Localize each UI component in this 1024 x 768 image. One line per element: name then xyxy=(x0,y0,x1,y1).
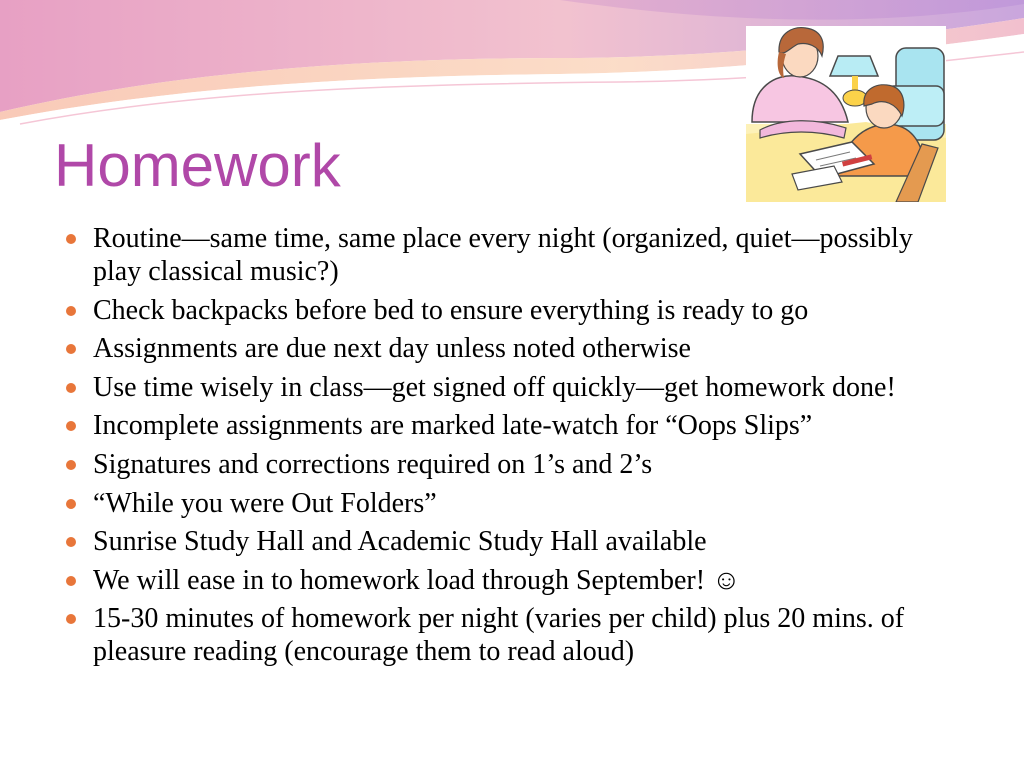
bullet-text: Use time wisely in class—get signed off quickly—get homework done! xyxy=(93,371,896,403)
list-item xyxy=(66,371,966,404)
bullet-text: Check backpacks before bed to ensure everything is ready to go xyxy=(93,294,809,326)
list-item xyxy=(66,564,966,597)
bullet-text: 15-30 minutes of homework per night (varies per child) plus 20 mins. of pleasure reading (encourage them to read aloud) xyxy=(93,603,905,668)
bullet-marker-icon xyxy=(66,614,76,624)
bullet-text: Assignments are due next day unless noted otherwise xyxy=(93,333,691,365)
list-item xyxy=(66,602,966,668)
bullet-marker-icon xyxy=(66,383,76,393)
slide-title: Homework xyxy=(54,132,341,199)
bullet-text: Signatures and corrections required on 1’s and 2’s xyxy=(93,448,653,480)
bullet-marker-icon xyxy=(66,460,76,470)
bullet-text: Sunrise Study Hall and Academic Study Hall available xyxy=(93,526,707,558)
bullet-text: Incomplete assignments are marked late-watch for “Oops Slips” xyxy=(93,410,813,442)
bullet-list xyxy=(66,222,966,674)
bullet-text: Routine—same time, same place every night (organized, quiet—possibly play classical music?) xyxy=(93,223,913,287)
parent-helping-child-homework-clipart xyxy=(746,26,946,202)
list-item xyxy=(66,409,966,442)
bullet-marker-icon xyxy=(66,576,76,586)
bullet-marker-icon xyxy=(66,234,76,244)
bullet-marker-icon xyxy=(66,344,76,354)
list-item xyxy=(66,222,966,288)
list-item xyxy=(66,487,966,520)
list-item xyxy=(66,332,966,365)
bullet-marker-icon xyxy=(66,537,76,547)
bullet-text: We will ease in to homework load through September! ☺ xyxy=(93,564,741,596)
bullet-marker-icon xyxy=(66,499,76,509)
bullet-marker-icon xyxy=(66,306,76,316)
list-item xyxy=(66,525,966,558)
bullet-text: “While you were Out Folders” xyxy=(93,487,437,519)
bullet-marker-icon xyxy=(66,421,76,431)
list-item xyxy=(66,294,966,327)
list-item xyxy=(66,448,966,481)
